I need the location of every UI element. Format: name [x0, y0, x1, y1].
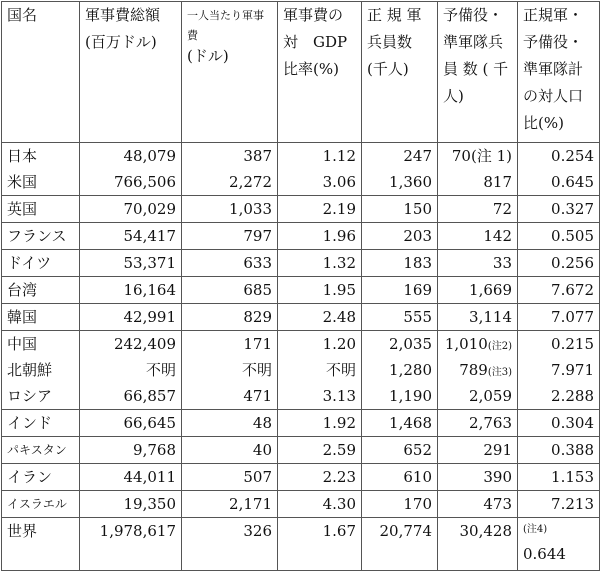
regular-cell: 247 1,360: [362, 143, 438, 196]
total-cell: 66,645: [80, 410, 182, 437]
per-capita-cell: 387 2,272: [182, 143, 278, 196]
table-row: [2, 143, 600, 196]
regular-cell: 150: [362, 196, 438, 223]
ratio-cell: 0.505: [518, 223, 600, 250]
total-cell: 242,409 不明 66,857: [80, 331, 182, 410]
gdp-cell: 1.32: [278, 250, 362, 277]
country-cell: 英国: [2, 196, 80, 223]
regular-cell: 203: [362, 223, 438, 250]
total-cell: 53,371: [80, 250, 182, 277]
gdp-cell: 1.96: [278, 223, 362, 250]
ratio-cell: (注4) 0.644: [518, 518, 600, 571]
country-cell: イスラエル: [2, 491, 80, 518]
regular-cell: 20,774: [362, 518, 438, 571]
ratio-cell: 0.215 7.971 2.288: [518, 331, 600, 410]
country-cell: イラン: [2, 464, 80, 491]
country-cell: パキスタン: [2, 437, 80, 464]
regular-cell: 610: [362, 464, 438, 491]
ratio-cell: 7.213: [518, 491, 600, 518]
total-cell: 48,079 766,506: [80, 143, 182, 196]
reserve-cell: 30,428: [438, 518, 518, 571]
gdp-cell: 2.59: [278, 437, 362, 464]
header-regular: 正 規 軍 兵員数 (千人): [362, 2, 438, 143]
per-capita-cell: 829: [182, 304, 278, 331]
table-row: [2, 223, 600, 250]
country-cell: 韓国: [2, 304, 80, 331]
regular-cell: 183: [362, 250, 438, 277]
per-capita-cell: 797: [182, 223, 278, 250]
header-gdp: 軍事費の 対 GDP 比率(%): [278, 2, 362, 143]
reserve-cell: 72: [438, 196, 518, 223]
per-capita-cell: 48: [182, 410, 278, 437]
header-ratio: 正規軍・ 予備役・ 準軍隊計 の対人口 比(%): [518, 2, 600, 143]
per-capita-cell: 40: [182, 437, 278, 464]
reserve-cell: 3,114: [438, 304, 518, 331]
per-capita-cell: 326: [182, 518, 278, 571]
reserve-cell: 70(注 1) 817: [438, 143, 518, 196]
ratio-cell: 7.077: [518, 304, 600, 331]
ratio-cell: 0.327: [518, 196, 600, 223]
regular-cell: 652: [362, 437, 438, 464]
header-row: [2, 2, 600, 143]
gdp-cell: 4.30: [278, 491, 362, 518]
country-cell: ドイツ: [2, 250, 80, 277]
gdp-cell: 1.67: [278, 518, 362, 571]
ratio-cell: 1.153: [518, 464, 600, 491]
reserve-cell: 291: [438, 437, 518, 464]
table-row: [2, 331, 600, 410]
regular-cell: 555: [362, 304, 438, 331]
total-cell: 70,029: [80, 196, 182, 223]
reserve-cell: 142: [438, 223, 518, 250]
per-capita-cell: 633: [182, 250, 278, 277]
gdp-cell: 2.19: [278, 196, 362, 223]
gdp-cell: 1.92: [278, 410, 362, 437]
country-cell: 日本 米国: [2, 143, 80, 196]
regular-cell: 2,035 1,280 1,190: [362, 331, 438, 410]
country-cell: 中国 北朝鮮 ロシア: [2, 331, 80, 410]
header-country: 国名: [2, 2, 80, 143]
table-row: [2, 437, 600, 464]
reserve-cell: 33: [438, 250, 518, 277]
ratio-cell: 0.256: [518, 250, 600, 277]
ratio-cell: 0.388: [518, 437, 600, 464]
table-row: [2, 464, 600, 491]
country-cell: 世界: [2, 518, 80, 571]
gdp-cell: 1.12 3.06: [278, 143, 362, 196]
table-row: [2, 277, 600, 304]
reserve-cell: 2,763: [438, 410, 518, 437]
total-cell: 9,768: [80, 437, 182, 464]
regular-cell: 169: [362, 277, 438, 304]
table-row: [2, 491, 600, 518]
table-row: [2, 250, 600, 277]
table-row: [2, 410, 600, 437]
table-row-world: [2, 518, 600, 571]
reserve-cell: 390: [438, 464, 518, 491]
footnote-4: (注4): [523, 524, 548, 535]
gdp-cell: 2.48: [278, 304, 362, 331]
total-cell: 54,417: [80, 223, 182, 250]
header-total: 軍事費総額 (百万ドル): [80, 2, 182, 143]
total-cell: 44,011: [80, 464, 182, 491]
header-per-capita: 一人当たり軍事費 (ドル): [182, 2, 278, 143]
reserve-cell: 473: [438, 491, 518, 518]
table-row: [2, 304, 600, 331]
ratio-cell: 7.672: [518, 277, 600, 304]
per-capita-cell: 507: [182, 464, 278, 491]
per-capita-cell: 685: [182, 277, 278, 304]
country-cell: 台湾: [2, 277, 80, 304]
per-capita-cell: 171 不明 471: [182, 331, 278, 410]
gdp-cell: 1.20 不明 3.13: [278, 331, 362, 410]
military-expenditure-table: [1, 1, 600, 571]
country-cell: フランス: [2, 223, 80, 250]
regular-cell: 1,468: [362, 410, 438, 437]
regular-cell: 170: [362, 491, 438, 518]
reserve-cell: 1,669: [438, 277, 518, 304]
table-row: [2, 196, 600, 223]
per-capita-cell: 2,171: [182, 491, 278, 518]
total-cell: 1,978,617: [80, 518, 182, 571]
total-cell: 16,164: [80, 277, 182, 304]
footnote-3: (注3): [487, 367, 512, 378]
gdp-cell: 2.23: [278, 464, 362, 491]
header-reserve: 予備役・ 準軍隊兵 員 数 ( 千 人): [438, 2, 518, 143]
reserve-cell: 1,010(注2) 789(注3) 2,059: [438, 331, 518, 410]
total-cell: 19,350: [80, 491, 182, 518]
per-capita-cell: 1,033: [182, 196, 278, 223]
ratio-cell: 0.304: [518, 410, 600, 437]
total-cell: 42,991: [80, 304, 182, 331]
ratio-cell: 0.254 0.645: [518, 143, 600, 196]
gdp-cell: 1.95: [278, 277, 362, 304]
country-cell: インド: [2, 410, 80, 437]
footnote-2: (注2): [487, 341, 512, 352]
